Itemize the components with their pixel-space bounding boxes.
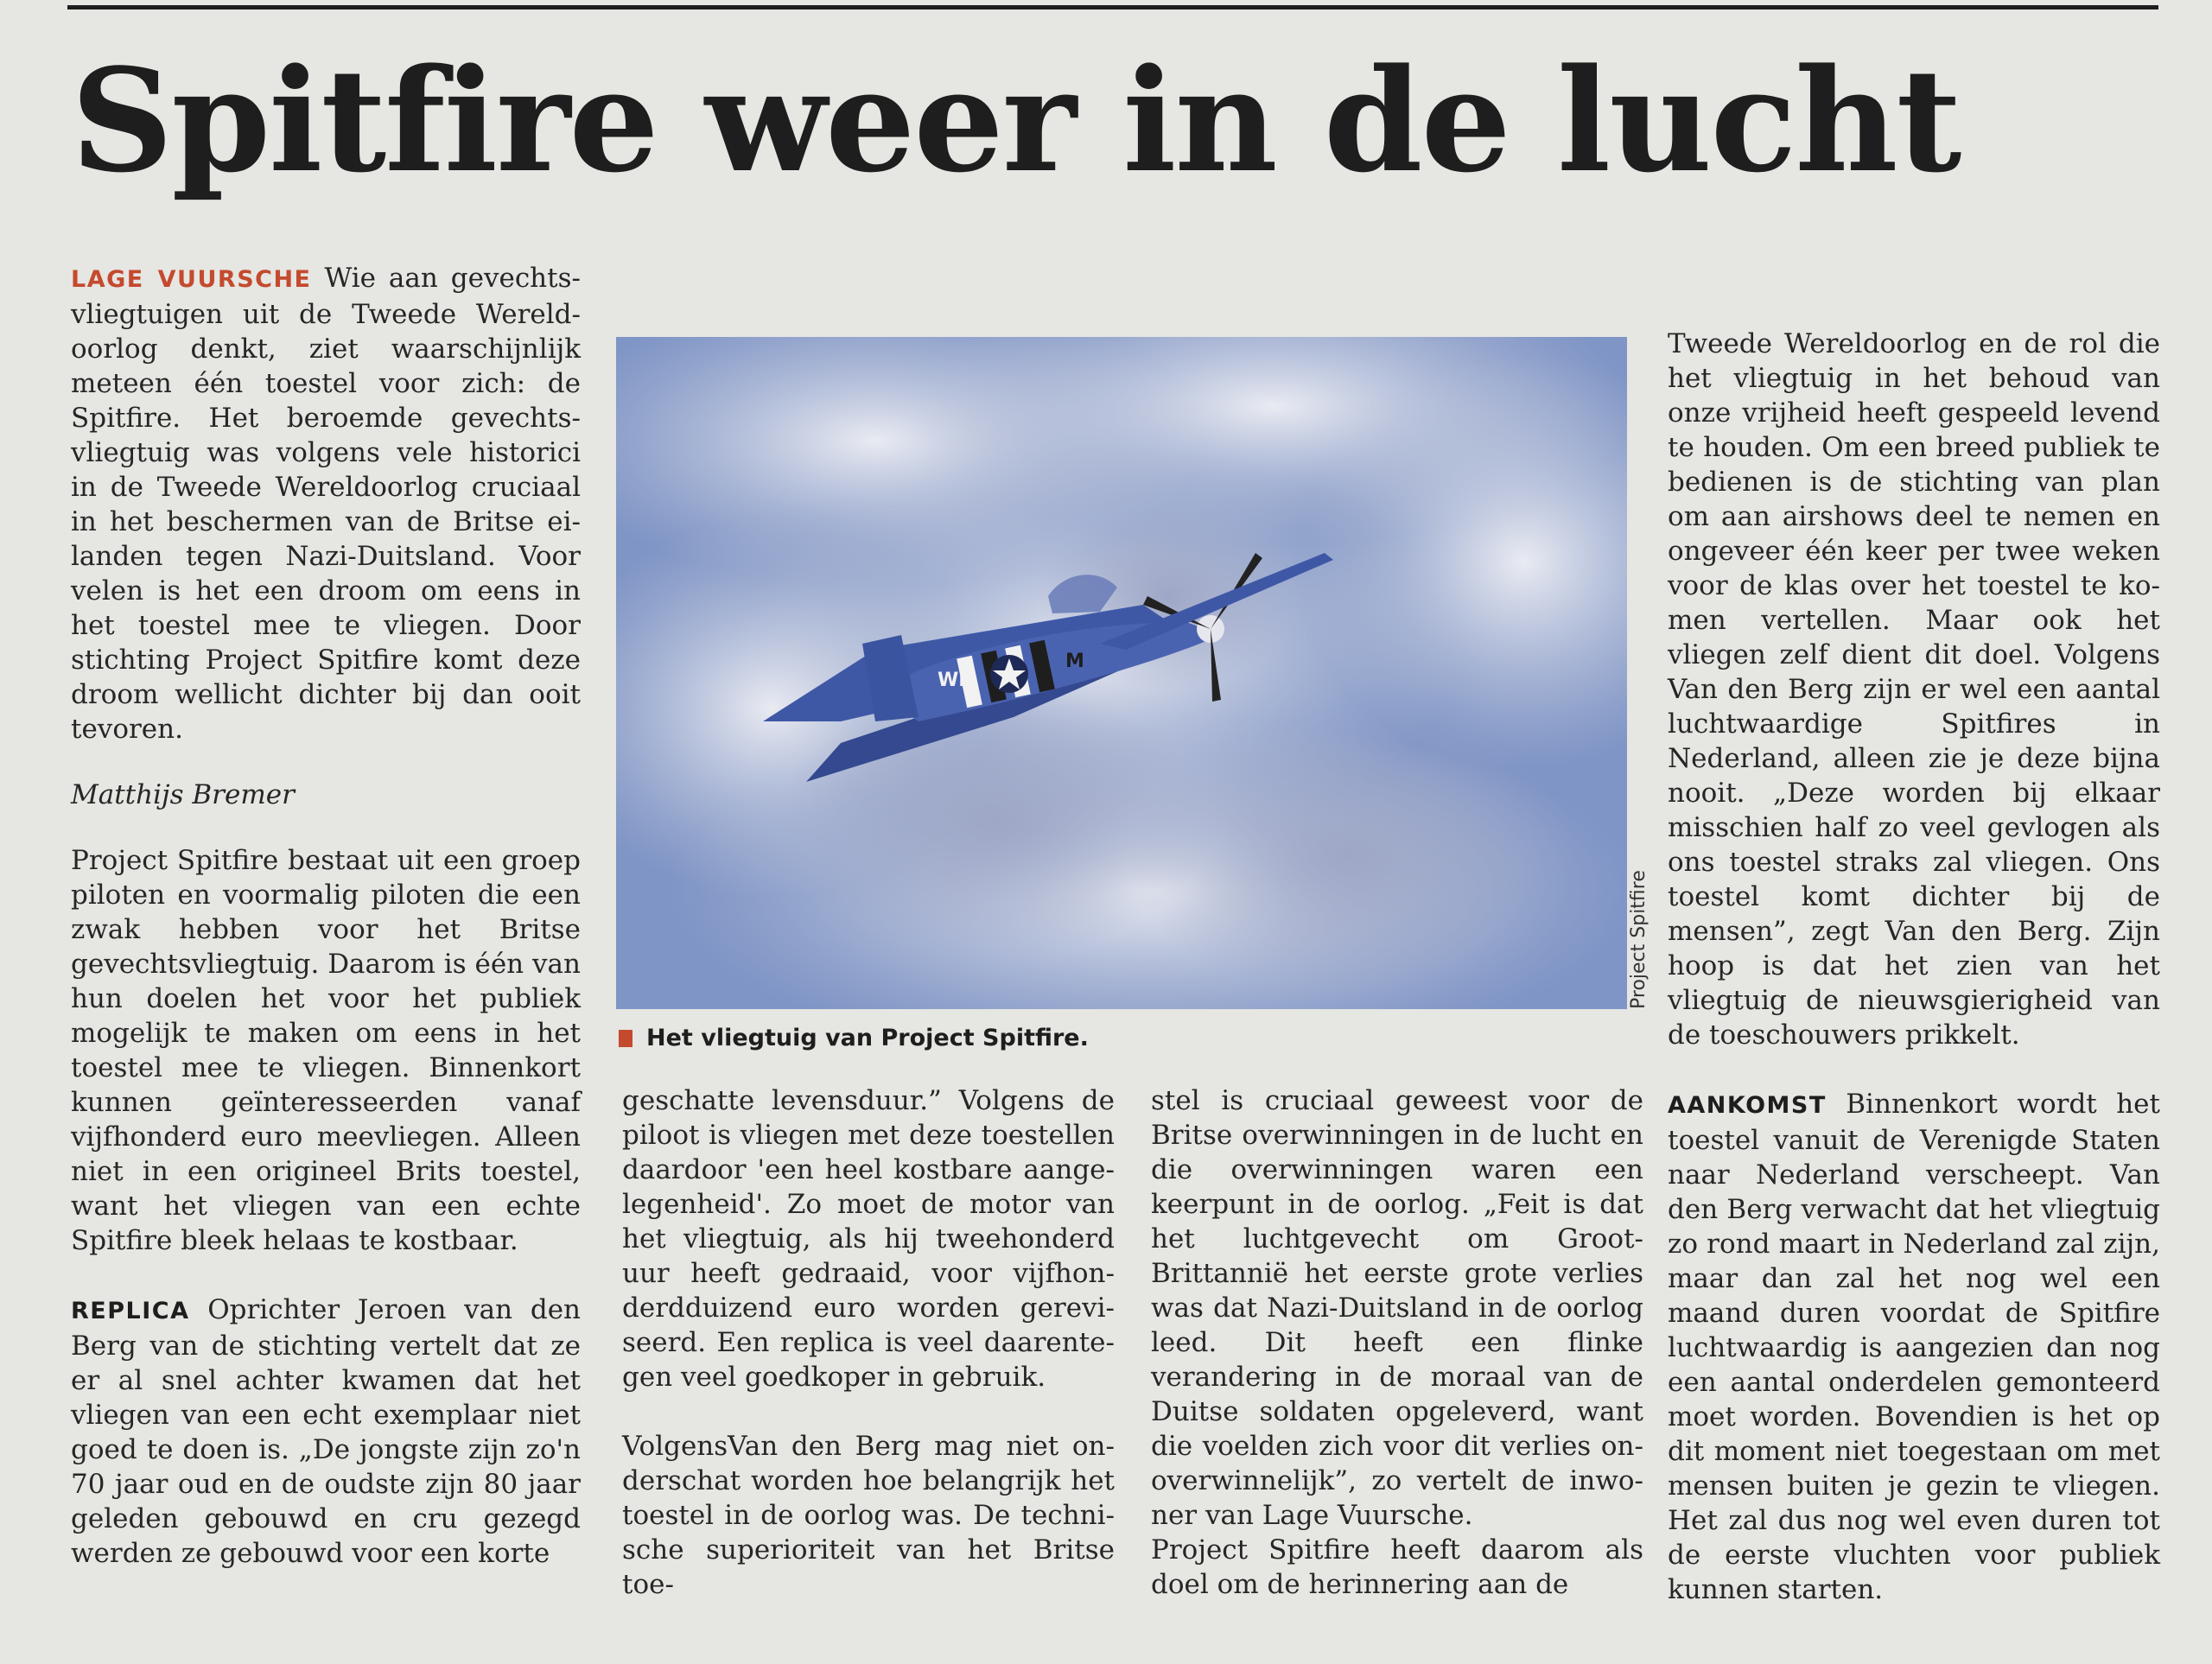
aankomst-kicker: AANKOMST xyxy=(1668,1092,1827,1119)
tail-code: WD xyxy=(938,670,975,691)
spitfire-illustration xyxy=(616,337,1627,1009)
caption-marker-icon xyxy=(619,1030,632,1047)
col3-paragraph-2: Project Spitfire heeft daarom als doel om de herinnering aan de xyxy=(1151,1534,1643,1600)
byline: Matthijs Bremer xyxy=(71,779,295,810)
photo-credit: Project Spitfire xyxy=(1628,870,1649,1009)
col2-paragraph-1: geschatte levensduur.” Volgens de piloot is vliegen met deze toestellen daardoor 'een heel kostbare aangelegenheid'. Zo moet de motor van het vliegtuig, als hij tweehonderd uur heeft gedraaid, voor vijfhonderdduizend euro worden gereviseerd. Een replica is veel daarentegen veel goedkoper in gebruik. xyxy=(622,1085,1115,1393)
col2-paragraph-2: VolgensVan den Berg mag niet onderschat worden hoe belangrijk het toestel in de oorlog was. De technische superioriteit van het Britse toe- xyxy=(622,1431,1115,1600)
col3-paragraph-1: stel is cruciaal geweest voor de Britse overwinningen in de lucht en die overwinningen waren een keerpunt in de oorlog. „Feit is dat het luchtgevecht om Groot-Brittannië het eerste grote verlies was dat Nazi-Duitsland in de oorlog leed. Dit heeft een flinke verandering in de moraal van de Duitse soldaten opgeleverd, want die voelden zich voor dit verlies onoverwinnelijk”, zo vertelt de inwoner van Lage Vuursche. xyxy=(1151,1085,1643,1531)
replica-text: Oprichter Jeroen van den Berg van de stichting vertelt dat ze er al snel achter kwamen dat het vliegen van een echt exemplaar niet goed te doen is. „De jongste zijn zo'n 70 jaar oud en de oudste zijn 80 jaar geleden gebouwd en cru gezegd werden ze gebouwd voor een korte xyxy=(71,1294,582,1569)
paragraph-3 xyxy=(71,1292,581,1571)
dateline-kicker: LAGE VUURSCHE xyxy=(71,266,312,293)
headline: Spitfire weer in de lucht xyxy=(71,37,1961,204)
col4-paragraph-2 xyxy=(1668,1087,2160,1607)
photo-caption xyxy=(619,1025,1089,1051)
paragraph-2: Project Spitfire bestaat uit een groep piloten en voormalig piloten die een zwak hebben voor het Britse gevechtsvliegtuig. Daarom is één van hun doelen het voor het publiek mogelijk te maken om eens in het toestel mee te vliegen. Binnenkort kunnen geïnteresseerden vanaf vijfhonderd euro meevliegen. Alleen niet in een origineel Brits toestel, want het vliegen van een echte Spitfire bleek helaas te kostbaar. xyxy=(71,845,581,1256)
column-3 xyxy=(1151,1083,1643,1602)
intro-text: Wie aan gevechtsvliegtuigen uit de Tweede Wereldoorlog denkt, ziet waarschijnlijk meteen één toestel voor zich: de Spitfire. Het beroemde gevechtsvliegtuig was volgens vele historici in de Tweede Wereldoorlog cruciaal in het beschermen van de Britse eilanden tegen Nazi-Duitsland. Voor velen is het een droom om eens in het toestel mee te vliegen. Door stichting Project Spitfire komt deze droom wellicht dichter bij dan ooit tevoren. xyxy=(71,263,581,745)
col4-paragraph-1: Tweede Wereldoorlog en de rol die het vliegtuig in het behoud van onze vrijheid heeft gespeeld levend te houden. Om een breed publiek te bedienen is de stichting van plan om aan airshows deel te nemen en ongeveer één keer per twee weken voor de klas over het toestel te komen vertellen. Maar ook het vliegen zelf dient dit doel. Volgens Van den Berg zijn er wel een aantal luchtwaardige Spitfires in Nederland, alleen zie je deze bijna nooit. „Deze worden bij elkaar misschien half zo veel gevlogen als ons toestel straks zal vliegen. Ons toestel komt dichter bij de mensen”, zegt Van den Berg. Zijn hoop is dat het zien van het vliegtuig de nieuwsgierigheid van de toeschouwers prikkelt. xyxy=(1668,328,2160,1051)
column-4 xyxy=(1668,327,2160,1607)
column-2 xyxy=(622,1083,1115,1602)
top-rule xyxy=(67,5,2158,10)
intro-paragraph xyxy=(71,261,581,746)
column-1 xyxy=(71,261,581,1571)
replica-kicker: REPLICA xyxy=(71,1298,190,1324)
spitfire-photo xyxy=(616,337,1627,1009)
aankomst-text: Binnenkort wordt het toestel vanuit de Verenigde Staten naar Nederland verscheept. Van den Berg verwacht dat het vliegtuig zo rond maart in Nederland zal zijn, maar dan zal het nog wel een maand duren voordat de Spitfire luchtwaardig is aangezien dan nog een aantal onderdelen gemonteerd moet worden. Bovendien is het op dit moment niet toegestaan om met mensen buiten je gezin te vliegen. Het zal dus nog wel even duren tot de eerste vluchten voor publiek kunnen starten. xyxy=(1668,1089,2160,1605)
fin-letter: M xyxy=(1065,651,1084,672)
caption-text: Het vliegtuig van Project Spitfire. xyxy=(646,1025,1089,1051)
